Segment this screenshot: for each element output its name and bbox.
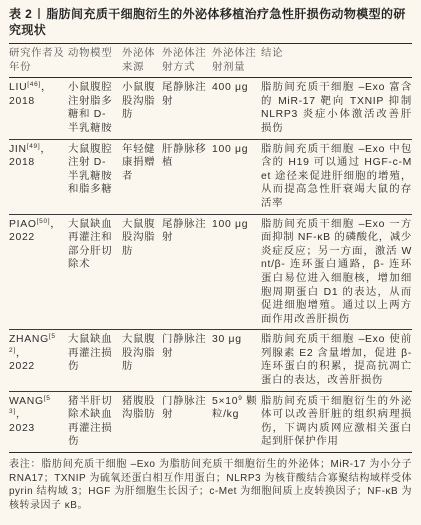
cell-injection-dose [212,395,259,449]
cell-injection-route: 尾静脉注射 [162,218,207,244]
table-body [9,78,412,453]
author-name: WANG [9,395,44,407]
cell-conclusion: 脂肪间充质干细胞 –Exo 一方面抑制 NF-κB 的磷酸化，减少炎症反应；另一方面，激活 Wnt/β- 连环蛋白通路，β- 连环蛋白易位进入细胞核，增加细胞周期蛋白 D1 的表达，从而促进细胞增殖。通过以上两方面作用改善肝损伤 [261,218,413,325]
reference-number: [49] [26,142,41,150]
cell-animal-model: 大鼠缺血再灌注损伤 [68,334,113,373]
cell-exosome-source: 猪腹股沟脂肪 [122,395,156,421]
cell-injection-route: 肝静脉移植 [162,143,207,169]
cell-injection-dose: 100 μg [212,218,249,230]
reference-number: [46] [27,81,41,89]
cell-author-year [9,395,66,449]
author-name: ZHANG [9,334,49,346]
reference-number: [53] [9,394,51,416]
author-separator: ， [50,218,62,230]
table-row [9,215,412,331]
author-separator: ， [15,347,27,359]
study-year: 2018 [9,95,35,107]
study-table [9,43,412,453]
cell-exosome-source: 大鼠腹股沟脂肪 [122,218,156,257]
cell-injection-dose: 100 μg [212,143,249,155]
cell-exosome-source: 小鼠腹股沟脂肪 [122,82,156,121]
author-separator: ， [40,143,52,155]
table-label: 表 2 [9,7,33,21]
cell-author-year [9,81,66,135]
study-year: 2022 [9,232,35,244]
dose-exponent: 9 [238,394,243,402]
header-injection-dose: 外泌体注射剂量 [212,48,257,73]
cell-conclusion: 脂肪间充质干细胞 –Exo 使前列腺素 E2 含量增加，促进 β- 连环蛋白的积累，提高抗凋亡蛋白的表达，改善肝损伤 [261,334,412,387]
cell-animal-model: 大鼠缺血再灌注和部分肝切除术 [68,218,113,271]
author-name: JIN [9,143,27,155]
author-line [9,333,66,360]
author-line [9,218,66,232]
table-row [9,78,412,139]
table-row [9,140,412,215]
reference-number: [50] [36,217,51,225]
cell-author-year [9,218,66,327]
author-line [9,143,66,157]
header-author-year: 研究作者及年份 [9,48,65,73]
author-line [9,81,66,95]
cell-conclusion: 脂肪间充质干细胞 –Exo 富含的 MiR-17 靶向 TXNIP 抑制 NLRP3 炎症小体激活改善肝损伤 [261,82,412,134]
cell-exosome-source: 年轻健康捐赠者 [122,143,156,182]
table-header-row [9,43,412,78]
header-conclusion: 结论 [261,48,284,59]
title-divider [38,8,40,19]
author-name: LIU [9,82,28,94]
author-line [9,395,66,422]
table-title [9,6,412,38]
reference-number: [52] [9,333,56,354]
author-separator: ， [15,409,27,421]
cell-author-year [9,333,66,387]
table-footnote: 表注：脂肪间充质干细胞 –Exo 为脂肪间充质干细胞衍生的外泌体；MiR-17 为小分子 RNA17；TXNIP 为硫氧还蛋白相互作用蛋白；NLRP3 为核苷酸结合寡聚结构域样受体 pyrin 结构域 3；HGF 为肝细胞生长因子；c-Met 为细胞间质上皮转换因子；NF-κB 为核转录因子 κB。 [9,459,412,511]
table-row [9,392,412,453]
cell-injection-route: 门静脉注射 [162,395,207,421]
cell-injection-route: 尾静脉注射 [162,82,207,107]
study-year: 2018 [9,157,35,169]
cell-conclusion: 脂肪间充质干细胞 –Exo 中包含的 H19 可以通过 HGF-c-Met 途径来促进肝细胞的增殖，从而提高急性肝衰竭大鼠的存活率 [261,143,412,209]
table-title-text: 脂肪间充质干细胞衍生的外泌体移植治疗急性肝损伤动物模型的研究现状 [9,7,406,37]
cell-animal-model: 猪半肝切除术缺血再灌注损伤 [68,395,113,448]
cell-exosome-source: 大鼠腹股沟脂肪 [122,334,156,373]
header-injection-route: 外泌体注射方式 [162,48,207,73]
cell-injection-dose: 400 μg [212,82,249,94]
header-animal-model: 动物模型 [68,48,113,59]
cell-author-year [9,143,66,211]
cell-animal-model: 小鼠腹腔注射脂多糖和 D- 半乳糖胺 [68,82,113,134]
cell-injection-dose: 30 μg [212,334,242,346]
dose-base: 5×10 [212,395,239,407]
cell-animal-model: 大鼠腹腔注射 D- 半乳糖胺和脂多糖 [68,143,113,196]
study-year: 2022 [9,361,35,373]
author-separator: ， [40,82,53,94]
cell-injection-route: 门静脉注射 [162,334,207,359]
cell-conclusion: 脂肪间充质干细胞衍生的外泌体可以改善肝脏的组织病理损伤，下调内质网应激相关蛋白起到肝保护作用 [261,395,412,448]
table-row [9,330,412,391]
author-name: PIAO [9,218,37,230]
header-exosome-source: 外泌体来源 [122,48,156,73]
study-year: 2023 [9,422,35,434]
dose-unit: 颗粒/kg [212,395,258,421]
